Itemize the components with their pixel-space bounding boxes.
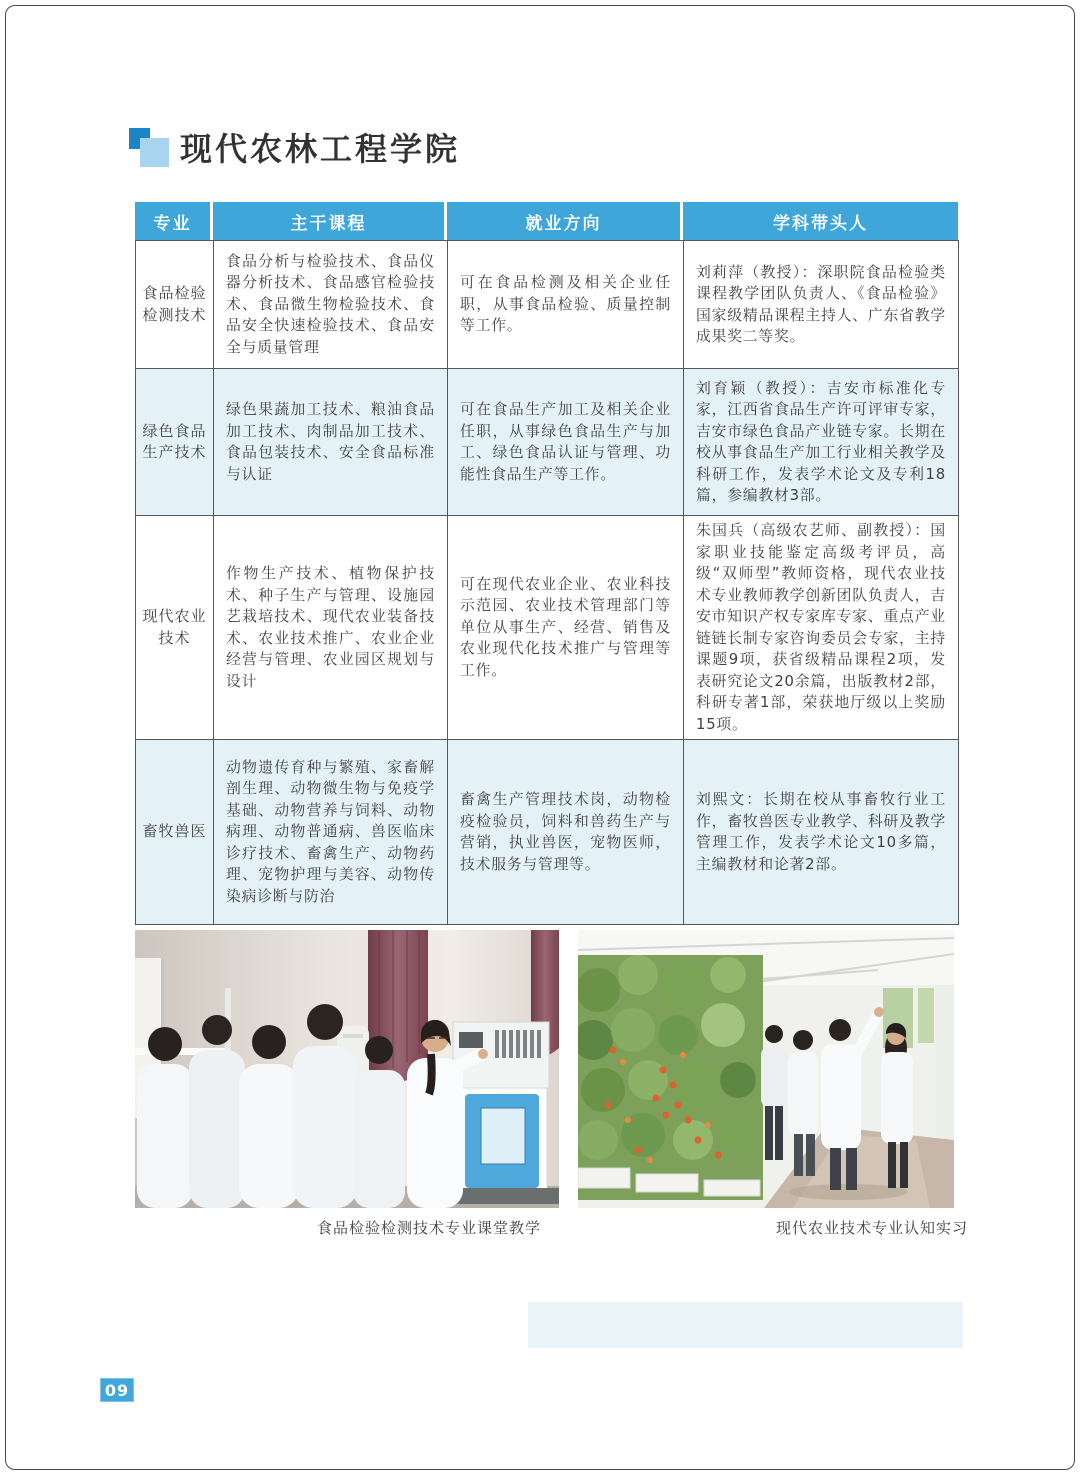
leader-cell: 刘莉萍（教授）：深职院食品检验类课程教学团队负责人、《食品检验》国家级精品课程主持人、广东省教学成果奖二等奖。	[684, 241, 959, 369]
header-cell-leader: 学科带头人	[683, 202, 958, 240]
table-row	[136, 740, 959, 925]
major-cell: 畜牧兽医	[136, 740, 214, 925]
career-cell: 可在食品检测及相关企业任职，从事食品检验、质量控制等工作。	[448, 241, 684, 369]
courses-cell: 作物生产技术、植物保护技术、种子生产与管理、设施园艺栽培技术、现代农业装备技术、农业技术推广、农业企业经营与管理、农业园区规划与设计	[214, 516, 448, 740]
courses-cell: 动物遗传育种与繁殖、家畜解剖生理、动物微生物与免疫学基础、动物营养与饲料、动物病理、动物普通病、兽医临床诊疗技术、畜禽生产、动物药理、宠物护理与美容、动物传染病诊断与防治	[214, 740, 448, 925]
page-title: 现代农林工程学院	[180, 130, 461, 168]
table-row	[136, 516, 959, 740]
decorative-strip	[528, 1302, 963, 1348]
leader-cell: 刘熙文：长期在校从事畜牧行业工作，畜牧兽医专业教学、科研及教学管理工作，发表学术论文10多篇，主编教材和论著2部。	[684, 740, 959, 925]
major-cell: 现代农业技术	[136, 516, 214, 740]
lab-classroom-photo	[135, 930, 559, 1208]
header-cell-courses: 主干课程	[213, 202, 447, 240]
greenhouse-photo-illustration	[578, 930, 954, 1208]
header-cell-major: 专业	[135, 202, 213, 240]
majors-table	[135, 240, 959, 925]
section-logo-icon	[129, 126, 175, 172]
lab-photo-illustration	[135, 930, 559, 1208]
career-cell: 畜禽生产管理技术岗，动物检疫检验员，饲料和兽药生产与营销，执业兽医，宠物医师，技术服务与管理等。	[448, 740, 684, 925]
photo-caption-right: 现代农业技术专业认知实习	[776, 1219, 969, 1237]
greenhouse-photo	[578, 930, 954, 1208]
majors-table-header	[135, 202, 958, 240]
courses-cell: 食品分析与检验技术、食品仪器分析技术、食品感官检验技术、食品微生物检验技术、食品安全快速检验技术、食品安全与质量管理	[214, 241, 448, 369]
leader-cell: 朱国兵（高级农艺师、副教授）：国家职业技能鉴定高级考评员，高级“双师型”教师资格，现代农业技术专业教师教学创新团队负责人，吉安市知识产权专家库专家、重点产业链链长制专家咨询委员会专家，主持课题9项，获省级精品课程2项，发表研究论文20余篇，出版教材2部，科研专著1部，荣获地厅级以上奖励15项。	[684, 516, 959, 740]
photo-caption-left: 食品检验检测技术专业课堂教学	[317, 1219, 542, 1237]
header-cell-career: 就业方向	[447, 202, 683, 240]
major-cell: 绿色食品生产技术	[136, 369, 214, 516]
page-number-badge: 09	[100, 1378, 134, 1402]
career-cell: 可在现代农业企业、农业科技示范园、农业技术管理部门等单位从事生产、经营、销售及农业现代化技术推广与管理等工作。	[448, 516, 684, 740]
table-row	[136, 241, 959, 369]
courses-cell: 绿色果蔬加工技术、粮油食品加工技术、肉制品加工技术、食品包装技术、安全食品标准与认证	[214, 369, 448, 516]
career-cell: 可在食品生产加工及相关企业任职，从事绿色食品生产与加工、绿色食品认证与管理、功能性食品生产等工作。	[448, 369, 684, 516]
leader-cell: 刘育颖（教授）：吉安市标准化专家，江西省食品生产许可评审专家，吉安市绿色食品产业链专家。长期在校从事食品生产加工行业相关教学及科研工作，发表学术论文及专利18篇，参编教材3部。	[684, 369, 959, 516]
table-row	[136, 369, 959, 516]
logo-light-square	[140, 138, 169, 167]
major-cell: 食品检验检测技术	[136, 241, 214, 369]
